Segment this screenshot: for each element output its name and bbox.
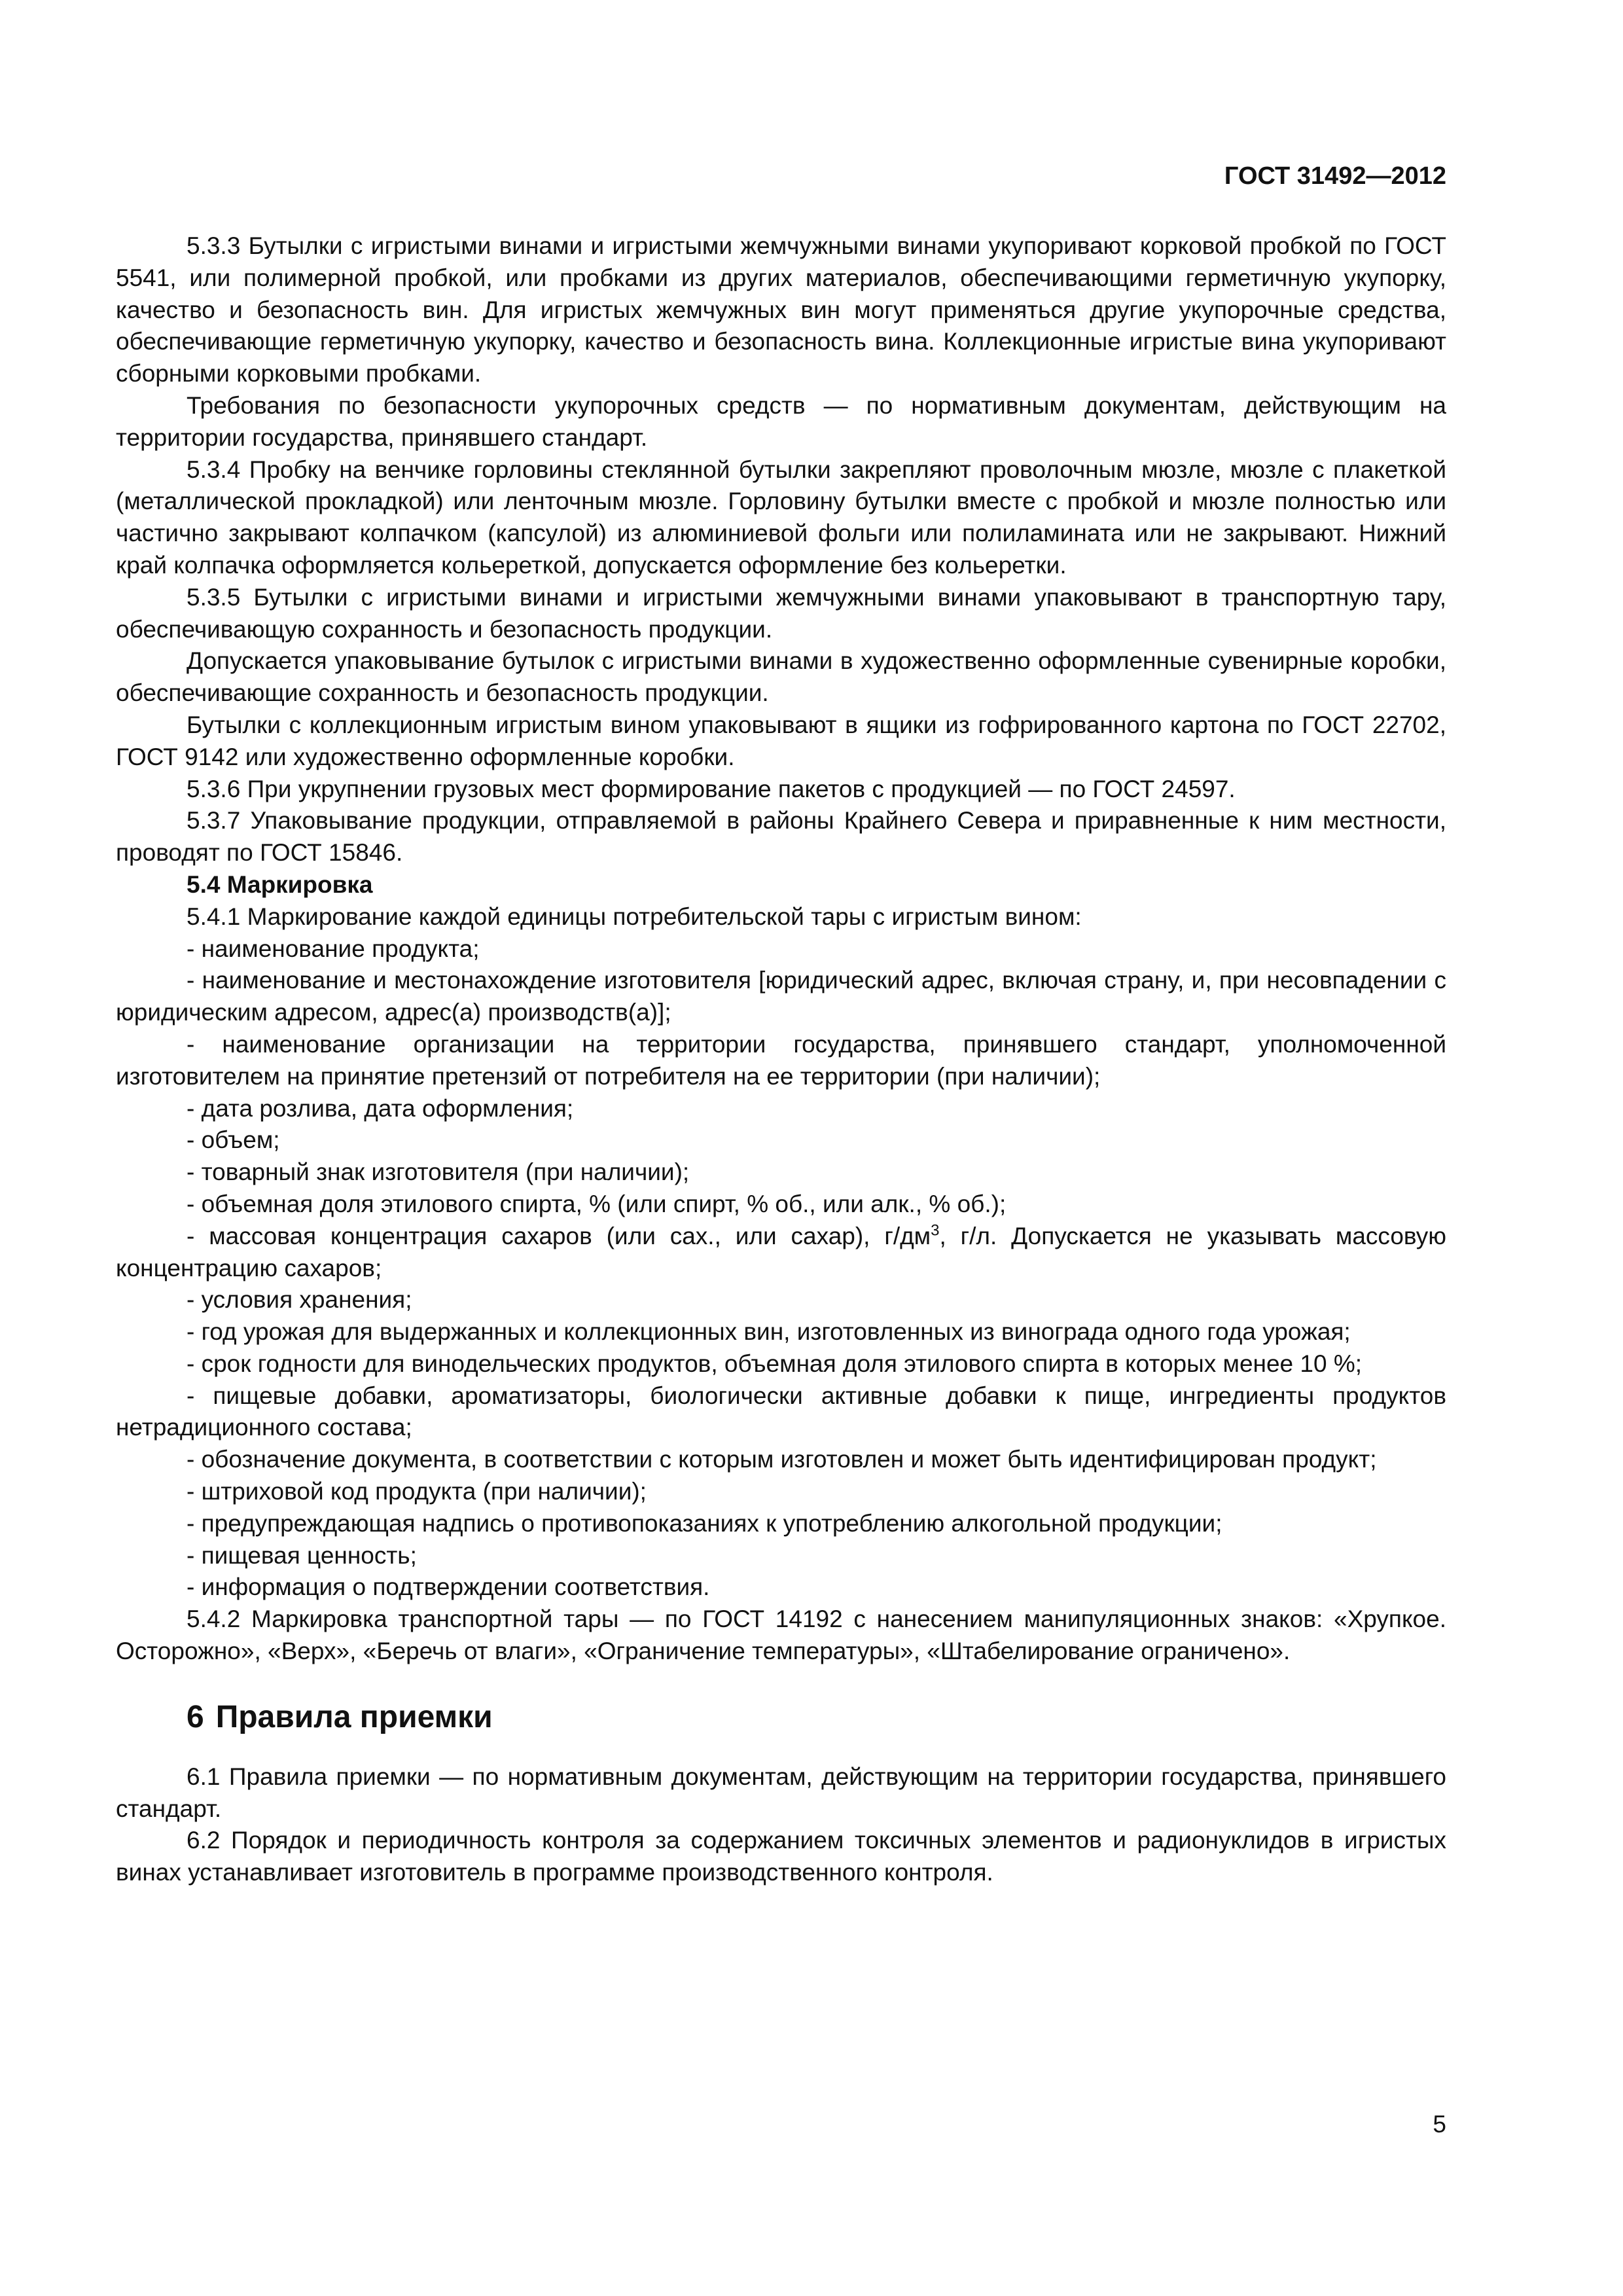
paragraph-collection-wine: Бутылки с коллекционным игристым вином упаковывают в ящики из гофрированного картона по ГОСТ 22702, ГОСТ 9142 или художественно оформленные коробки. xyxy=(116,711,1446,770)
paragraph-5-4-2: 5.4.2 Маркировка транспортной тары — по ГОСТ 14192 с нанесением манипуляционных знаков: «Хрупкое. Осторожно», «Верх», «Беречь от влаги», «Ограничение температуры», «Штабелирование ограничено». xyxy=(116,1605,1446,1665)
list-item: - пищевая ценность; xyxy=(187,1541,417,1569)
list-item: - дата розлива, дата оформления; xyxy=(187,1094,574,1122)
list-item: - штриховой код продукта (при наличии); xyxy=(187,1478,647,1505)
section-6-heading xyxy=(116,1698,1446,1737)
paragraph-6-1: 6.1 Правила приемки — по нормативным документам, действующим на территории государства, принявшего стандарт. xyxy=(116,1763,1446,1822)
superscript: 3 xyxy=(931,1221,940,1240)
list-item: - предупреждающая надпись о противопоказаниях к употреблению алкогольной продукции; xyxy=(187,1509,1222,1537)
list-item: - обозначение документа, в соответствии с которым изготовлен и может быть идентифицирован продукт; xyxy=(187,1446,1377,1473)
list-item: - наименование организации на территории государства, принявшего стандарт, уполномоченной изготовителем на принятие претензий от потребителя на ее территории (при наличии); xyxy=(116,1030,1446,1090)
paragraph-5-3-4: 5.3.4 Пробку на венчике горловины стеклянной бутылки закрепляют проволочным мюзле, мюзле с плакеткой (металлической прокладкой) или ленточным мюзле. Горловину бутылки вместе с пробкой и мюзле полностью или частично закрывают колпачком (капсулой) из алюминиевой фольги или полиламината или не закрывают. Нижний край колпачка оформляется кольереткой, допускается оформление без кольеретки. xyxy=(116,456,1446,579)
list-item: - пищевые добавки, ароматизаторы, биологически активные добавки к пище, ингредиенты продуктов нетрадиционного состава; xyxy=(116,1382,1446,1441)
list-item: - товарный знак изготовителя (при наличии); xyxy=(187,1158,690,1186)
sugar-text-start: - массовая концентрация сахаров (или сах., или сахар), г/дм xyxy=(187,1222,931,1249)
section-number: 6 xyxy=(187,1699,204,1734)
paragraph-5-3-7: 5.3.7 Упаковывание продукции, отправляемой в районы Крайнего Севера и приравненные к ним местности, проводят по ГОСТ 15846. xyxy=(116,807,1446,867)
paragraph-closure-safety: Требования по безопасности укупорочных средств — по нормативным документам, действующим на территории государства, принявшего стандарт. xyxy=(116,391,1446,451)
list-item: - объемная доля этилового спирта, % (или спирт, % об., или алк., % об.); xyxy=(187,1190,1007,1217)
paragraph-5-3-3: 5.3.3 Бутылки с игристыми винами и игристыми жемчужными винами укупоривают корковой пробкой по ГОСТ 5541, или полимерной пробкой, или пробками из других материалов, обеспечивающими герметичную укупорку, качество и безопасность вин. Для игристых жемчужных вин могут применяться другие укупорочные средства, обеспечивающие герметичную укупорку, качество и безопасность вина. Коллекционные игристые вина укупоривают сборными корковыми пробками. xyxy=(116,232,1446,387)
paragraph-5-4-1: 5.4.1 Маркирование каждой единицы потребительской тары с игристым вином: xyxy=(187,903,1082,930)
list-item: - год урожая для выдержанных и коллекционных вин, изготовленных из винограда одного года урожая; xyxy=(187,1318,1351,1346)
list-item: - условия хранения; xyxy=(187,1286,412,1314)
paragraph-5-3-6: 5.3.6 При укрупнении грузовых мест формирование пакетов с продукцией — по ГОСТ 24597. xyxy=(187,775,1236,802)
list-item: - наименование и местонахождение изготовителя [юридический адрес, включая страну, и, при несовпадении с юридическим адресом, адрес(а) производств(а)]; xyxy=(116,967,1446,1026)
page-number: 5 xyxy=(1433,2111,1446,2138)
section-title: Правила приемки xyxy=(215,1699,493,1734)
paragraph-souvenir-boxes: Допускается упаковывание бутылок с игристыми винами в художественно оформленные сувенирные коробки, обеспечивающие сохранность и безопасность продукции. xyxy=(116,647,1446,707)
sugar-text-end: , г/л. Допускается не указывать массовую концентрацию сахаров; xyxy=(116,1222,1446,1282)
paragraph-5-3-5: 5.3.5 Бутылки с игристыми винами и игристыми жемчужными винами упаковывают в транспортную тару, обеспечивающую сохранность и безопасность продукции. xyxy=(116,583,1446,643)
document-body xyxy=(116,230,1446,1889)
list-item: - объем; xyxy=(187,1126,280,1154)
list-item-sugar xyxy=(116,1221,1446,1285)
list-item: - информация о подтверждении соответствия. xyxy=(187,1573,710,1601)
list-item: - срок годности для винодельческих продуктов, объемная доля этилового спирта в которых менее 10 %; xyxy=(187,1350,1362,1377)
subsection-title: 5.4 Маркировка xyxy=(187,870,373,898)
paragraph-6-2: 6.2 Порядок и периодичность контроля за содержанием токсичных элементов и радионуклидов в игристых винах устанавливает изготовитель в программе производственного контроля. xyxy=(116,1827,1446,1886)
list-item: - наименование продукта; xyxy=(187,935,480,962)
document-header: ГОСТ 31492—2012 xyxy=(1224,162,1446,190)
